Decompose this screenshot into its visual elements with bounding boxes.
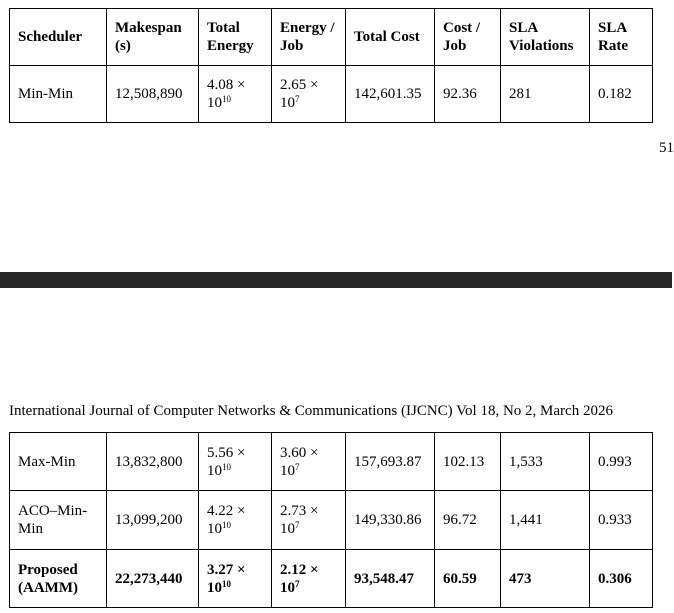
cell-energy-per-job: 2.12 × $10^7$ (272, 550, 346, 608)
table-row (10, 491, 653, 550)
cell-total-cost: 157,693.87 (346, 433, 435, 491)
cell-energy-per-job: 2.65 × $10^7$ (272, 66, 346, 123)
header-sla-rate: SLA Rate (590, 9, 653, 66)
cell-scheduler: Proposed (AAMM) (10, 550, 107, 608)
cell-cost-per-job: 102.13 (435, 433, 501, 491)
cell-total-cost: 149,330.86 (346, 491, 435, 550)
cell-sla-violations: 1,441 (501, 491, 590, 550)
cell-makespan: 12,508,890 (107, 66, 199, 123)
cell-cost-per-job: 60.59 (435, 550, 501, 608)
cell-sla-violations: 473 (501, 550, 590, 608)
header-cost-per-job: Cost / Job (435, 9, 501, 66)
header-scheduler: Scheduler (10, 9, 107, 66)
cell-total-energy: 3.27 × $10^{10}$ (199, 550, 272, 608)
results-table-top (9, 8, 653, 123)
cell-makespan: 22,273,440 (107, 550, 199, 608)
results-table-bottom (9, 432, 653, 608)
header-energy-per-job: Energy / Job (272, 9, 346, 66)
header-total-cost: Total Cost (346, 9, 435, 66)
cell-scheduler: Min-Min (10, 66, 107, 123)
table-row (10, 433, 653, 491)
journal-header: International Journal of Computer Networks & Communications (IJCNC) Vol 18, No 2, March 2026 (9, 403, 613, 419)
table-row-highlighted (10, 550, 653, 608)
cell-scheduler: ACO–Min-Min (10, 491, 107, 550)
cell-makespan: 13,099,200 (107, 491, 199, 550)
cell-total-cost: 93,548.47 (346, 550, 435, 608)
header-total-energy: Total Energy (199, 9, 272, 66)
cell-sla-rate: 0.306 (590, 550, 653, 608)
cell-total-energy: 4.08 × $10^{10}$ (199, 66, 272, 123)
cell-sla-rate: 0.993 (590, 433, 653, 491)
table-row (10, 66, 653, 123)
page-number: 51 (659, 140, 674, 156)
header-sla-violations: SLA Violations (501, 9, 590, 66)
cell-sla-rate: 0.933 (590, 491, 653, 550)
cell-sla-violations: 1,533 (501, 433, 590, 491)
table-header-row (10, 9, 653, 66)
cell-total-cost: 142,601.35 (346, 66, 435, 123)
page-separator (0, 272, 672, 288)
cell-energy-per-job: 3.60 × $10^7$ (272, 433, 346, 491)
cell-total-energy: 4.22 × $10^{10}$ (199, 491, 272, 550)
cell-scheduler: Max-Min (10, 433, 107, 491)
cell-energy-per-job: 2.73 × $10^7$ (272, 491, 346, 550)
cell-sla-violations: 281 (501, 66, 590, 123)
cell-sla-rate: 0.182 (590, 66, 653, 123)
cell-total-energy: 5.56 × $10^{10}$ (199, 433, 272, 491)
cell-cost-per-job: 96.72 (435, 491, 501, 550)
header-makespan: Makespan (s) (107, 9, 199, 66)
cell-cost-per-job: 92.36 (435, 66, 501, 123)
cell-makespan: 13,832,800 (107, 433, 199, 491)
